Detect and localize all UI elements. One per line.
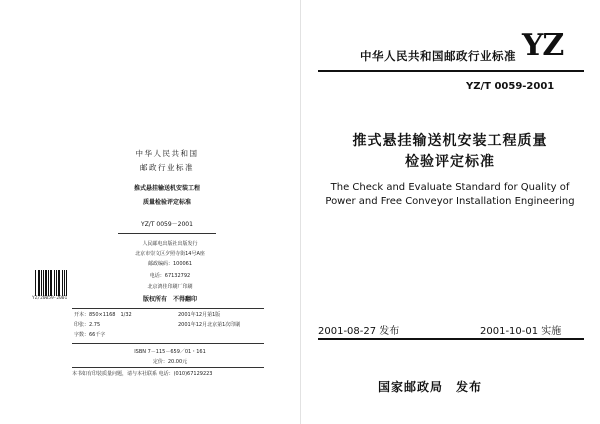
left-divider-3 xyxy=(72,343,264,344)
spec-format: 开本：850×1168 1/32 xyxy=(74,312,132,318)
page-fold xyxy=(300,0,301,424)
left-postcode: 邮政编码：100061 xyxy=(147,261,193,267)
left-divider-2 xyxy=(72,308,264,309)
isbn: ISBN 7－115－659／01・161 xyxy=(134,349,206,355)
left-code: YZ/T 0059－2001 xyxy=(141,221,193,228)
date-rule xyxy=(318,338,584,340)
price: 定价：20.00元 xyxy=(152,359,188,365)
left-authority: 中华人民共和国 xyxy=(135,149,199,158)
left-divider-1 xyxy=(118,233,216,234)
quality-notice: 本书如有印装质量问题，请与本社联系 电话：(010)67129223 xyxy=(72,371,213,377)
edition-1: 2001年12月第1版 xyxy=(178,312,221,318)
left-publisher: 人民邮电出版社出版发行 xyxy=(142,241,198,247)
title-en-line2: Power and Free Conveyor Installation Engineering xyxy=(325,196,575,207)
left-address: 北京市崇文区夕照寺街14号A座 xyxy=(135,251,205,257)
left-printer: 北京鸿佳印刷厂印刷 xyxy=(147,284,193,290)
title-cn-line2: 检验评定标准 xyxy=(405,154,495,170)
industry-standard-title: 中华人民共和国邮政行业标准 xyxy=(360,49,516,63)
left-copyright: 版权所有 不得翻印 xyxy=(142,296,197,303)
spec-sheets: 印张：2.75 xyxy=(74,322,101,328)
edition-2: 2001年12月北京第1次印刷 xyxy=(178,322,241,328)
title-cn-line1: 推式悬挂输送机安装工程质量 xyxy=(352,133,548,149)
left-divider-4 xyxy=(72,367,264,368)
yz-mark: YZ xyxy=(522,28,564,63)
issuing-authority: 国家邮政局 发布 xyxy=(377,380,482,394)
header-rule xyxy=(318,70,584,72)
standard-code: YZ/T 0059-2001 xyxy=(466,81,555,92)
implement-date: 2001-10-01 实施 xyxy=(480,326,562,337)
left-title-line2: 质量检验评定标准 xyxy=(142,199,191,206)
left-industry-line: 邮政行业标准 xyxy=(140,163,194,172)
spec-words: 字数：66千字 xyxy=(74,332,106,338)
barcode-text: YZ/20059-2001 xyxy=(32,296,68,301)
title-en-line1: The Check and Evaluate Standard for Quality of xyxy=(330,182,570,193)
barcode xyxy=(35,270,67,296)
issue-date: 2001-08-27 发布 xyxy=(318,326,400,337)
left-phone: 电话：67132792 xyxy=(149,273,191,279)
left-title-line1: 推式悬挂输送机安装工程 xyxy=(133,185,200,192)
